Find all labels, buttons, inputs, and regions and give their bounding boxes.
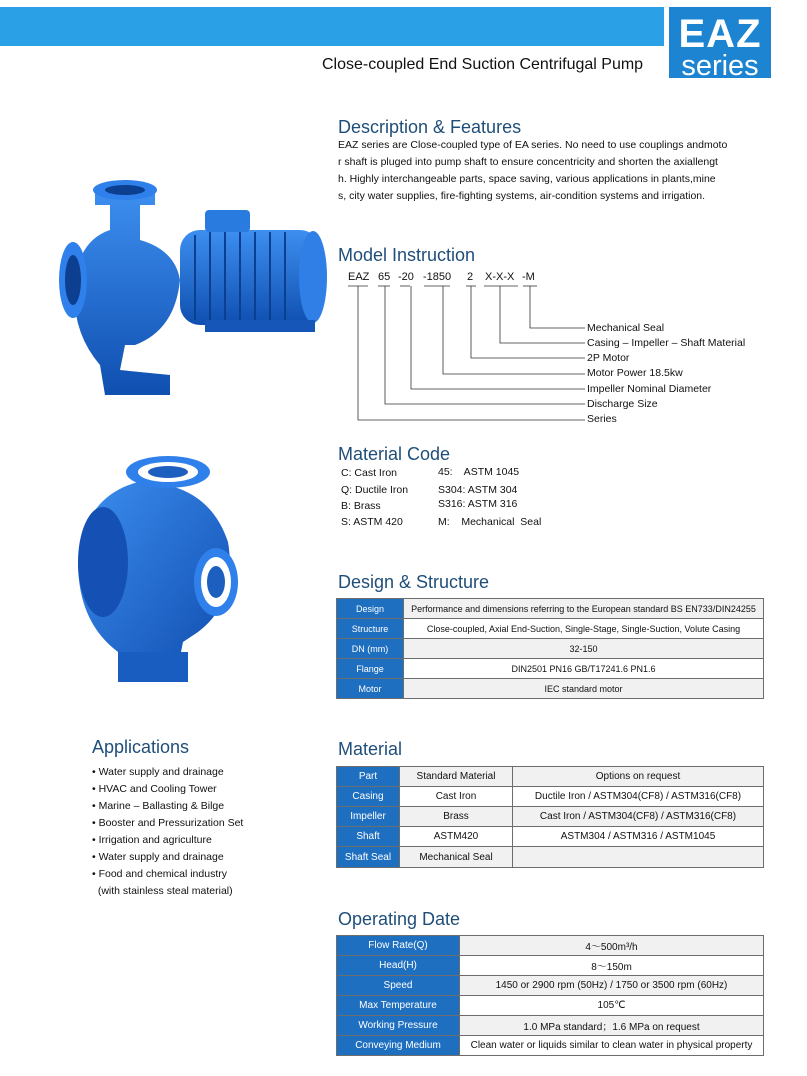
design-value: Close-coupled, Axial End-Suction, Single-Stage, Single-Suction, Volute Casing <box>404 619 764 639</box>
material-header: Standard Material <box>400 767 513 787</box>
material-code-item: S304: ASTM 304 <box>438 484 518 496</box>
material-part: Shaft <box>337 827 400 847</box>
model-code-impeller: -20 <box>398 271 414 283</box>
list-item: • Booster and Pressurization Set <box>92 817 244 829</box>
model-code-poles: 2 <box>467 271 474 283</box>
design-value: DIN2501 PN16 GB/T17241.6 PN1.6 <box>404 659 764 679</box>
operating-label: Speed <box>337 976 460 996</box>
material-standard: Cast Iron <box>400 787 513 807</box>
design-label: Design <box>337 599 404 619</box>
model-leader-lines <box>340 284 590 429</box>
header-bar <box>0 7 664 46</box>
design-label: Motor <box>337 679 404 699</box>
list-item: • HVAC and Cooling Tower <box>92 783 217 795</box>
list-item: • Irrigation and agriculture <box>92 834 212 846</box>
operating-label: Flow Rate(Q) <box>337 936 460 956</box>
model-label: Series <box>587 413 617 425</box>
material-part: Impeller <box>337 807 400 827</box>
material-code-item: 45: ASTM 1045 <box>438 466 520 478</box>
material-standard: Brass <box>400 807 513 827</box>
design-label: Flange <box>337 659 404 679</box>
operating-title: Operating Date <box>338 909 461 929</box>
model-label: Motor Power 18.5kw <box>587 367 683 379</box>
model-code-seal: -M <box>522 271 535 283</box>
operating-value: 4～500m³/h <box>460 936 764 956</box>
material-part: Casing <box>337 787 400 807</box>
list-item: • Water supply and drainage <box>92 766 224 778</box>
material-code-title: Material Code <box>338 444 451 464</box>
model-label: Casing – Impeller – Shaft Material <box>587 337 746 349</box>
operating-table <box>336 935 764 1056</box>
material-header: Part <box>337 767 400 787</box>
design-value: IEC standard motor <box>404 679 764 699</box>
material-option: Cast Iron / ASTM304(CF8) / ASTM316(CF8) <box>513 807 764 827</box>
design-value: 32-150 <box>404 639 764 659</box>
model-code-materials: X-X-X <box>485 271 515 283</box>
pump-front-image <box>68 452 248 692</box>
model-label: Mechanical Seal <box>587 322 665 334</box>
design-title: Design & Structure <box>338 572 490 592</box>
description-line: h. Highly interchangeable parts, space saving, various applications in plants,mine <box>338 173 716 185</box>
material-code-item: S316: ASTM 316 <box>438 498 518 510</box>
operating-value: 8～150m <box>460 956 764 976</box>
model-label: Discharge Size <box>587 398 658 410</box>
list-item: • Food and chemical industry <box>92 868 227 880</box>
material-option: ASTM304 / ASTM316 / ASTM1045 <box>513 827 764 847</box>
operating-value: 1.0 MPa standard；1.6 MPa on request <box>460 1016 764 1036</box>
model-label: 2P Motor <box>587 352 630 364</box>
series-badge <box>669 7 771 82</box>
operating-label: Working Pressure <box>337 1016 460 1036</box>
list-item: • Marine – Ballasting & Bilge <box>92 800 225 812</box>
material-option: Ductile Iron / ASTM304(CF8) / ASTM316(CF8) <box>513 787 764 807</box>
operating-label: Head(H) <box>337 956 460 976</box>
operating-value: 1450 or 2900 rpm (50Hz) / 1750 or 3500 rpm (60Hz) <box>460 976 764 996</box>
material-code-item: M: Mechanical Seal <box>438 516 542 528</box>
operating-value: Clean water or liquids similar to clean water in physical property <box>460 1036 764 1056</box>
list-item: • Water supply and drainage <box>92 851 224 863</box>
applications-list <box>92 764 243 900</box>
material-code-item: C: Cast Iron <box>341 467 398 479</box>
description-text <box>338 137 738 205</box>
badge-sub: series <box>681 50 759 82</box>
model-code-discharge: 65 <box>378 271 391 283</box>
design-table <box>336 598 764 699</box>
design-label: DN (mm) <box>337 639 404 659</box>
model-title: Model Instruction <box>338 245 476 265</box>
material-code-item: B: Brass <box>341 500 381 512</box>
operating-value: 105℃ <box>460 996 764 1016</box>
description-title: Description & Features <box>338 117 522 137</box>
material-title: Material <box>338 739 403 759</box>
model-code-power: -1850 <box>423 271 452 283</box>
pump-motor-image <box>55 170 335 405</box>
list-item: (with stainless steal material) <box>92 885 233 897</box>
applications-title: Applications <box>92 737 190 757</box>
badge-main: EAZ <box>678 12 762 56</box>
description-line: r shaft is pluged into pump shaft to ensure concentricity and shorten the axiallengt <box>338 156 718 168</box>
page-subtitle: Close-coupled End Suction Centrifugal Pump <box>322 56 644 73</box>
model-label: Impeller Nominal Diameter <box>587 383 712 395</box>
material-table <box>336 766 764 868</box>
material-header: Options on request <box>513 767 764 787</box>
material-standard: ASTM420 <box>400 827 513 847</box>
material-code-item: Q: Ductile Iron <box>341 484 409 496</box>
design-value: Performance and dimensions referring to the European standard BS EN733/DIN24255 <box>404 599 764 619</box>
description-line: s, city water supplies, fire-fighting systems, air-condition systems and irrigation. <box>338 190 706 202</box>
material-option <box>513 847 764 868</box>
material-code-item: S: ASTM 420 <box>341 516 403 528</box>
model-code-eaz: EAZ <box>348 271 370 283</box>
description-line: EAZ series are Close-coupled type of EA series. No need to use couplings andmoto <box>338 139 728 151</box>
operating-label: Max Temperature <box>337 996 460 1016</box>
material-standard: Mechanical Seal <box>400 847 513 868</box>
material-part: Shaft Seal <box>337 847 400 868</box>
operating-label: Conveying Medium <box>337 1036 460 1056</box>
design-label: Structure <box>337 619 404 639</box>
